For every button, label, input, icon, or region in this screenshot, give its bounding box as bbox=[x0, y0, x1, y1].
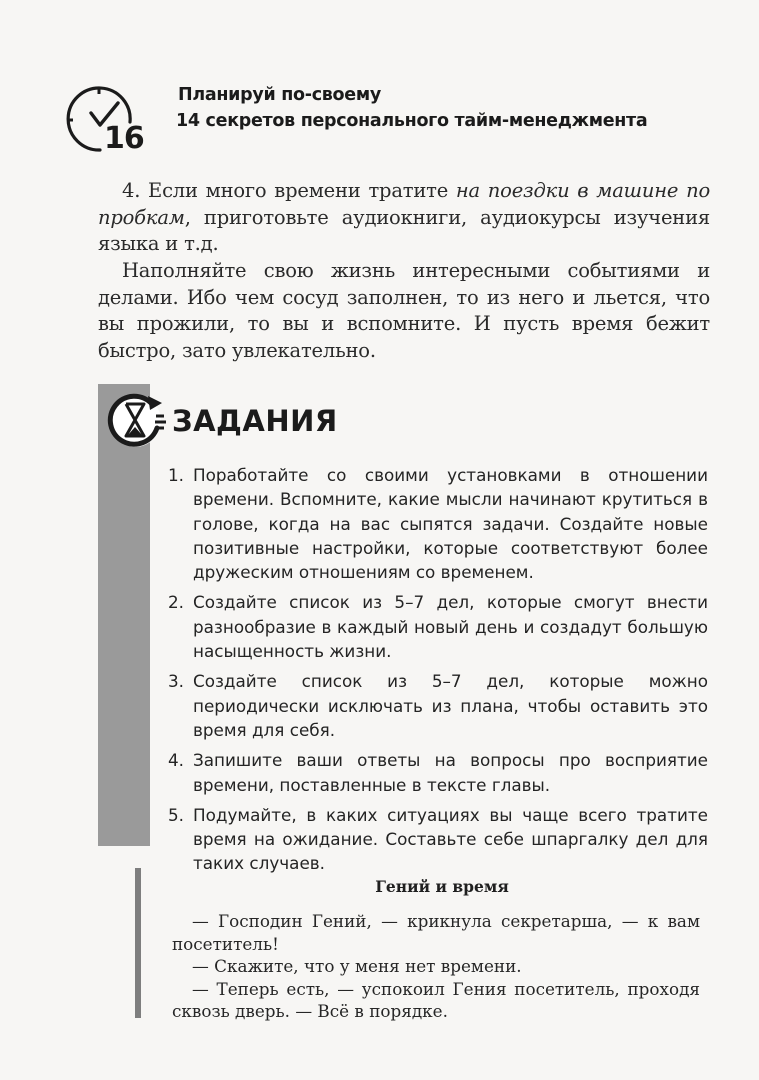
task-item-1 bbox=[168, 463, 708, 584]
task-text: Подумайте, в каких ситуациях вы чаще всего тратите время на ожидание. Составьте себе шпаргалку дел для таких случаев. bbox=[193, 804, 708, 874]
hourglass-cycle-icon bbox=[106, 392, 170, 450]
paragraph-trips-emphasis: на поездки в машине по пробкам bbox=[98, 179, 710, 229]
task-item-4 bbox=[168, 748, 708, 797]
paragraph-trips bbox=[98, 178, 710, 258]
paragraph-trips-end: , приготовьте аудиокниги, аудиокурсы изучения языка и т.д. bbox=[98, 205, 710, 255]
task-text: Создайте список из 5–7 дел, которые можно периодически исключать из плана, чтобы оставить это время для себя. bbox=[193, 671, 708, 740]
page-number: 16 bbox=[104, 121, 144, 156]
tasks-heading: ЗАДАНИЯ bbox=[172, 404, 338, 438]
paragraph-fill-life: Наполняйте свою жизнь интересными событиями и делами. Ибо чем сосуд заполнен, то из него и льется, что вы прожили, то вы и вспомните. И пусть время бежит быстро, зато увлекательно. bbox=[98, 259, 710, 362]
story-title: Гений и время bbox=[375, 877, 509, 896]
story-text bbox=[172, 910, 700, 1023]
paragraph-trips-start: 4. Если много времени тратите bbox=[122, 179, 456, 202]
task-item-2 bbox=[168, 590, 708, 663]
task-text: Создайте список из 5–7 дел, которые смогут внести разнообразие в каждый новый день и создадут большую насыщенность жизни. bbox=[193, 592, 708, 662]
story-line: — Господин Гений, — крикнула секретарша, — к вам посетитель! bbox=[172, 911, 700, 954]
task-item-3 bbox=[168, 669, 708, 742]
task-text: Поработайте со своими установками в отношении времени. Вспомните, какие мысли начинают крутиться в голове, когда на вас сыпятся задачи. Создайте новые позитивные настройки, которые соответствуют более дружеским отношениям со временем. bbox=[193, 465, 708, 583]
task-number: 4. bbox=[168, 750, 185, 771]
book-subtitle: 14 секретов персонального тайм-менеджмента bbox=[176, 111, 648, 131]
task-text: Запишите ваши ответы на вопросы про восприятие времени, поставленные в тексте главы. bbox=[193, 750, 708, 795]
story-line: — Скажите, что у меня нет времени. bbox=[192, 956, 522, 976]
tasks-sidebar-bar bbox=[98, 384, 150, 846]
story-line: — Теперь есть, — успокоил Гения посетитель, проходя сквозь дверь. — Всё в порядке. bbox=[172, 978, 700, 1021]
story-margin-line bbox=[135, 868, 141, 1018]
task-number: 2. bbox=[168, 592, 185, 613]
task-number: 5. bbox=[168, 804, 185, 825]
task-number: 3. bbox=[168, 671, 185, 692]
task-item-5 bbox=[168, 803, 708, 876]
tasks-list bbox=[168, 463, 708, 882]
task-number: 1. bbox=[168, 465, 185, 485]
book-title: Планируй по-своему bbox=[178, 85, 381, 105]
